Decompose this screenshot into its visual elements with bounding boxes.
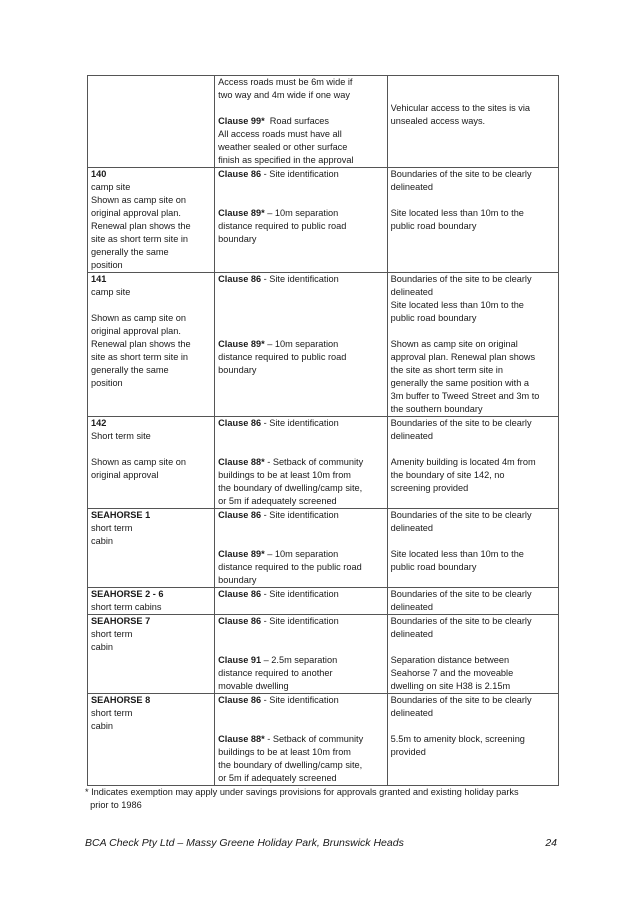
text-line — [91, 194, 211, 207]
line-text: the boundary of dwelling/camp site, — [218, 483, 363, 493]
text-line — [218, 680, 383, 693]
line-text: buildings to be at least 10m from — [218, 470, 351, 480]
text-line — [218, 364, 383, 377]
line-text: – 10m separation — [264, 339, 339, 349]
line-text: Shown as camp site on original — [390, 339, 518, 349]
line-text: original approval — [91, 470, 159, 480]
text-line — [391, 667, 555, 680]
blank-line — [218, 535, 383, 548]
bold-label: 142 — [91, 418, 107, 428]
text-line — [218, 495, 383, 508]
text-line — [391, 403, 555, 416]
blank-line — [218, 194, 383, 207]
line-text: 3m buffer to Tweed Street and 3m to — [390, 391, 540, 401]
line-text: screening provided — [390, 483, 469, 493]
site-cell — [88, 417, 215, 509]
text-line — [391, 548, 555, 561]
line-text: Boundaries of the site to be clearly — [390, 418, 532, 428]
text-line — [391, 522, 555, 535]
text-line — [391, 312, 555, 325]
line-text: cabin — [91, 642, 113, 652]
line-text: dwelling on site H38 is 2.15m — [390, 681, 511, 691]
line-text: generally the same — [91, 365, 169, 375]
line-text: public road boundary — [390, 221, 477, 231]
blank-line — [218, 312, 383, 325]
text-line — [391, 273, 555, 286]
text-line — [91, 325, 211, 338]
compliance-table-body — [88, 76, 559, 786]
text-line — [218, 233, 383, 246]
blank-line — [218, 443, 383, 456]
text-line — [218, 615, 383, 628]
text-line — [391, 430, 555, 443]
line-text: unsealed access ways. — [390, 116, 486, 126]
text-line — [218, 667, 383, 680]
line-text: Shown as camp site on — [91, 195, 186, 205]
text-line — [218, 273, 383, 286]
line-text: generally the same position with a — [390, 378, 530, 388]
bold-label: Clause 88* — [218, 457, 265, 467]
line-text: or 5m if adequately screened — [218, 773, 337, 783]
text-line — [391, 707, 555, 720]
blank-line — [391, 641, 555, 654]
line-text: the boundary of dwelling/camp site, — [218, 760, 363, 770]
line-text: distance required to another — [218, 668, 333, 678]
line-text: short term — [91, 523, 133, 533]
text-line — [391, 220, 555, 233]
bold-label: Clause 91 — [218, 655, 262, 665]
line-text: 5.5m to amenity block, screening — [390, 734, 525, 744]
text-line — [391, 338, 555, 351]
bold-label: 141 — [91, 274, 107, 284]
footnote-line-2: prior to 1986 — [85, 800, 142, 810]
line-text: Site located less than 10m to the — [390, 300, 524, 310]
line-text: Road surfaces — [264, 116, 330, 126]
line-text: the southern boundary — [390, 404, 483, 414]
line-text: generally the same — [91, 247, 169, 257]
text-line — [91, 273, 211, 286]
line-text: All access roads must have all — [218, 129, 342, 139]
text-line — [391, 207, 555, 220]
text-line — [218, 338, 383, 351]
line-text: short term — [91, 629, 133, 639]
line-text: short term cabins — [91, 602, 162, 612]
finding-cell — [387, 76, 558, 168]
blank-line — [391, 325, 555, 338]
line-text: Short term site — [91, 431, 151, 441]
blank-line — [218, 628, 383, 641]
text-line — [391, 746, 555, 759]
line-text: position — [91, 378, 123, 388]
blank-line — [218, 181, 383, 194]
line-text: Boundaries of the site to be clearly — [390, 274, 532, 284]
finding-cell — [387, 615, 558, 694]
line-text: Renewal plan shows the — [91, 339, 191, 349]
text-line — [91, 312, 211, 325]
line-text: camp site — [91, 287, 131, 297]
text-line — [391, 482, 555, 495]
line-text: public road boundary — [390, 562, 477, 572]
bold-label: SEAHORSE 2 - 6 — [91, 589, 164, 599]
page-number: 24 — [545, 837, 557, 849]
bold-label: Clause 89* — [218, 339, 265, 349]
requirement-cell — [215, 417, 387, 509]
finding-cell — [387, 694, 558, 786]
text-line — [218, 772, 383, 785]
text-line — [218, 733, 383, 746]
footnote — [85, 786, 565, 812]
text-line — [391, 694, 555, 707]
line-text: site as short term site in — [91, 234, 189, 244]
line-text: - Site identification — [261, 695, 339, 705]
line-text: distance required to public road — [218, 352, 347, 362]
line-text: provided — [390, 747, 426, 757]
text-line — [218, 574, 383, 587]
text-line — [91, 430, 211, 443]
table-row — [88, 615, 559, 694]
finding-cell — [387, 509, 558, 588]
footnote-line-1: * Indicates exemption may apply under savings provisions for approvals granted and existing holiday parks — [85, 787, 519, 797]
blank-line — [91, 299, 211, 312]
requirement-cell — [215, 168, 387, 273]
text-line — [391, 456, 555, 469]
line-text: Vehicular access to the sites is via — [390, 103, 531, 113]
line-text: original approval plan. — [91, 326, 181, 336]
site-cell — [88, 694, 215, 786]
blank-line — [391, 76, 555, 89]
text-line — [391, 286, 555, 299]
line-text: boundary — [218, 365, 257, 375]
table-row — [88, 273, 559, 417]
compliance-table — [87, 75, 559, 786]
blank-line — [91, 443, 211, 456]
table-row — [88, 76, 559, 168]
finding-cell — [387, 168, 558, 273]
line-text: delineated — [390, 708, 434, 718]
site-cell — [88, 273, 215, 417]
text-line — [218, 417, 383, 430]
bold-label: Clause 89* — [218, 549, 265, 559]
text-line — [218, 561, 383, 574]
text-line — [218, 548, 383, 561]
text-line — [91, 168, 211, 181]
line-text: – 2.5m separation — [261, 655, 338, 665]
line-text: Shown as camp site on — [91, 313, 186, 323]
text-line — [218, 89, 383, 102]
blank-line — [391, 194, 555, 207]
site-cell — [88, 168, 215, 273]
line-text: the boundary of site 142, no — [390, 470, 505, 480]
text-line — [218, 509, 383, 522]
text-line — [91, 207, 211, 220]
text-line — [91, 259, 211, 272]
text-line — [91, 469, 211, 482]
text-line — [218, 456, 383, 469]
requirement-cell — [215, 76, 387, 168]
text-line — [91, 220, 211, 233]
text-line — [391, 561, 555, 574]
text-line — [91, 377, 211, 390]
blank-line — [218, 325, 383, 338]
site-cell — [88, 76, 215, 168]
text-line — [391, 733, 555, 746]
finding-cell — [387, 588, 558, 615]
finding-cell — [387, 273, 558, 417]
text-line — [91, 588, 211, 601]
line-text: – 10m separation — [264, 208, 339, 218]
line-text: – 10m separation — [264, 549, 339, 559]
bold-label: Clause 86 — [218, 274, 262, 284]
text-line — [218, 654, 383, 667]
text-line — [391, 509, 555, 522]
table-row — [88, 417, 559, 509]
line-text: short term — [91, 708, 133, 718]
text-line — [391, 364, 555, 377]
line-text: boundary — [218, 234, 257, 244]
text-line — [391, 654, 555, 667]
text-line — [91, 615, 211, 628]
table-row — [88, 694, 559, 786]
requirement-cell — [215, 273, 387, 417]
line-text: distance required to the public road — [218, 562, 362, 572]
line-text: cabin — [91, 721, 113, 731]
line-text: two way and 4m wide if one way — [218, 90, 350, 100]
text-line — [91, 535, 211, 548]
line-text: delineated — [390, 629, 434, 639]
bold-label: Clause 86 — [218, 169, 262, 179]
text-line — [218, 128, 383, 141]
line-text: Site located less than 10m to the — [390, 208, 524, 218]
line-text: Seahorse 7 and the moveable — [390, 668, 514, 678]
blank-line — [391, 535, 555, 548]
text-line — [91, 364, 211, 377]
line-text: delineated — [390, 523, 434, 533]
line-text: delineated — [390, 287, 434, 297]
line-text: boundary — [218, 575, 257, 585]
line-text: approval plan. Renewal plan shows — [390, 352, 536, 362]
line-text: - Site identification — [261, 418, 339, 428]
line-text: delineated — [390, 431, 434, 441]
line-text: camp site — [91, 182, 131, 192]
text-line — [218, 141, 383, 154]
line-text: position — [91, 260, 123, 270]
line-text: Boundaries of the site to be clearly — [390, 510, 532, 520]
text-line — [91, 628, 211, 641]
finding-cell — [387, 417, 558, 509]
bold-label: Clause 86 — [218, 616, 262, 626]
text-line — [391, 181, 555, 194]
text-line — [391, 680, 555, 693]
text-line — [391, 588, 555, 601]
text-line — [391, 390, 555, 403]
text-line — [391, 102, 555, 115]
text-line — [91, 246, 211, 259]
blank-line — [218, 299, 383, 312]
line-text: - Site identification — [261, 274, 339, 284]
text-line — [391, 377, 555, 390]
line-text: delineated — [390, 602, 434, 612]
line-text: the site as short term site in — [390, 365, 503, 375]
line-text: Boundaries of the site to be clearly — [390, 695, 532, 705]
text-line — [91, 707, 211, 720]
line-text: - Site identification — [261, 589, 339, 599]
line-text: distance required to public road — [218, 221, 347, 231]
bold-label: Clause 86 — [218, 589, 262, 599]
table-row — [88, 509, 559, 588]
text-line — [391, 601, 555, 614]
bold-label: Clause 99* — [218, 116, 265, 126]
text-line — [91, 338, 211, 351]
requirement-cell — [215, 509, 387, 588]
text-line — [91, 233, 211, 246]
text-line — [218, 76, 383, 89]
text-line — [391, 168, 555, 181]
line-text: public road boundary — [390, 313, 477, 323]
line-text: cabin — [91, 536, 113, 546]
line-text: finish as specified in the approval — [218, 155, 354, 165]
text-line — [91, 694, 211, 707]
text-line — [218, 207, 383, 220]
line-text: or 5m if adequately screened — [218, 496, 337, 506]
text-line — [91, 286, 211, 299]
text-line — [91, 522, 211, 535]
text-line — [391, 615, 555, 628]
text-line — [391, 115, 555, 128]
line-text: Separation distance between — [390, 655, 510, 665]
text-line — [218, 694, 383, 707]
blank-line — [218, 286, 383, 299]
line-text: Shown as camp site on — [91, 457, 186, 467]
table-row — [88, 168, 559, 273]
text-line — [218, 154, 383, 167]
bold-label: Clause 89* — [218, 208, 265, 218]
bold-label: Clause 86 — [218, 418, 262, 428]
bold-label: SEAHORSE 1 — [91, 510, 151, 520]
text-line — [91, 181, 211, 194]
line-text: Boundaries of the site to be clearly — [390, 616, 532, 626]
requirement-cell — [215, 615, 387, 694]
text-line — [91, 351, 211, 364]
text-line — [218, 168, 383, 181]
text-line — [218, 759, 383, 772]
text-line — [218, 469, 383, 482]
bold-label: Clause 86 — [218, 510, 262, 520]
blank-line — [218, 430, 383, 443]
site-cell — [88, 588, 215, 615]
bold-label: 140 — [91, 169, 107, 179]
line-text: original approval plan. — [91, 208, 181, 218]
blank-line — [218, 522, 383, 535]
page-footer — [85, 837, 557, 849]
line-text: Boundaries of the site to be clearly — [390, 169, 532, 179]
line-text: Renewal plan shows the — [91, 221, 191, 231]
text-line — [218, 220, 383, 233]
line-text: Access roads must be 6m wide if — [218, 77, 353, 87]
text-line — [218, 746, 383, 759]
text-line — [391, 417, 555, 430]
line-text: Site located less than 10m to the — [390, 549, 524, 559]
line-text: delineated — [390, 182, 434, 192]
bold-label: Clause 88* — [218, 734, 265, 744]
line-text: - Setback of community — [264, 734, 364, 744]
text-line — [391, 628, 555, 641]
line-text: - Site identification — [261, 510, 339, 520]
text-line — [91, 456, 211, 469]
bold-label: Clause 86 — [218, 695, 262, 705]
blank-line — [391, 443, 555, 456]
text-line — [91, 601, 211, 614]
line-text: - Setback of community — [264, 457, 364, 467]
site-cell — [88, 615, 215, 694]
blank-line — [218, 641, 383, 654]
text-line — [91, 720, 211, 733]
text-line — [218, 482, 383, 495]
line-text: site as short term site in — [91, 352, 189, 362]
line-text: - Site identification — [261, 616, 339, 626]
line-text: - Site identification — [261, 169, 339, 179]
requirement-cell — [215, 694, 387, 786]
text-line — [391, 469, 555, 482]
blank-line — [218, 707, 383, 720]
text-line — [91, 641, 211, 654]
text-line — [391, 299, 555, 312]
text-line — [391, 351, 555, 364]
table-row — [88, 588, 559, 615]
text-line — [218, 588, 383, 601]
site-cell — [88, 509, 215, 588]
blank-line — [218, 720, 383, 733]
text-line — [218, 115, 383, 128]
requirement-cell — [215, 588, 387, 615]
bold-label: SEAHORSE 8 — [91, 695, 151, 705]
blank-line — [391, 720, 555, 733]
line-text: buildings to be at least 10m from — [218, 747, 351, 757]
text-line — [91, 509, 211, 522]
bold-label: SEAHORSE 7 — [91, 616, 151, 626]
text-line — [91, 417, 211, 430]
line-text: movable dwelling — [218, 681, 289, 691]
blank-line — [218, 102, 383, 115]
line-text: Amenity building is located 4m from — [390, 457, 536, 467]
line-text: weather sealed or other surface — [218, 142, 348, 152]
text-line — [218, 351, 383, 364]
blank-line — [391, 89, 555, 102]
line-text: Boundaries of the site to be clearly — [390, 589, 532, 599]
footer-title: BCA Check Pty Ltd – Massy Greene Holiday Park, Brunswick Heads — [85, 837, 404, 849]
